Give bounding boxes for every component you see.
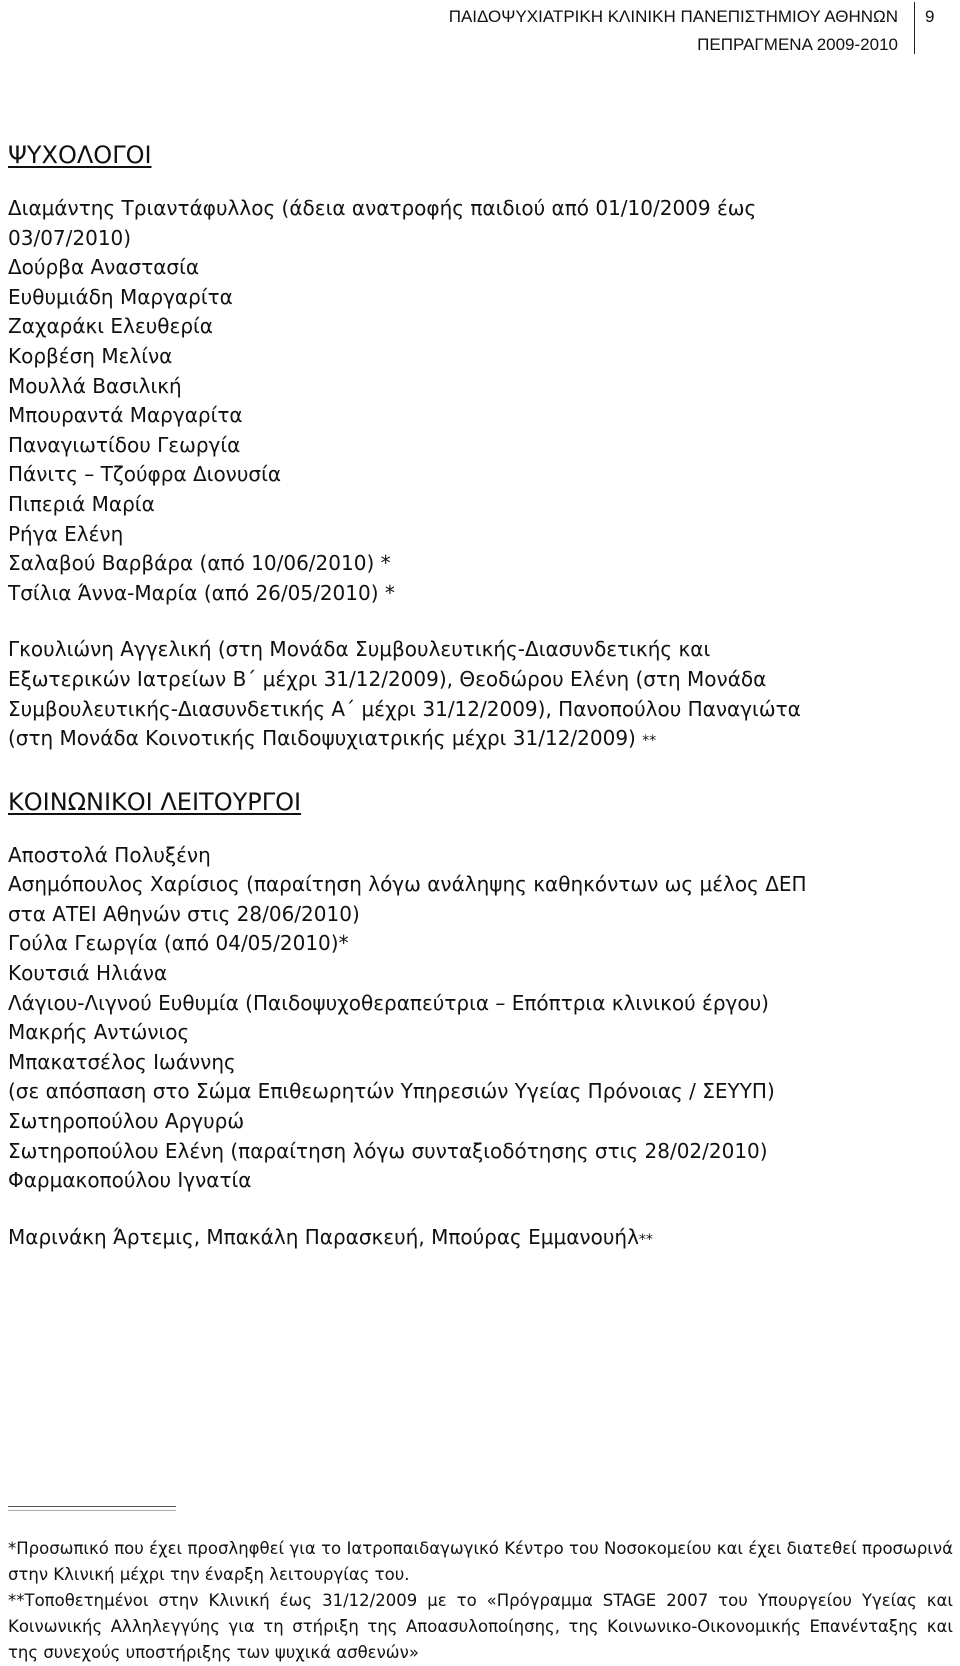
list-item: Κορβέση Μελίνα bbox=[8, 343, 173, 368]
psychologists-note bbox=[8, 635, 953, 756]
note-line-with-mark bbox=[8, 724, 953, 757]
list-item: Κουτσιά Ηλιάνα bbox=[8, 961, 168, 986]
social-workers-note bbox=[8, 1223, 953, 1256]
list-item: Ασημόπουλος Χαρίσιος (παραίτηση λόγω ανάληψης καθηκόντων ως μέλος ΔΕΠ bbox=[8, 872, 807, 897]
list-item: Ζαχαράκι Ελευθερία bbox=[8, 314, 213, 339]
header-title-line1: ΠΑΙΔΟΨΥΧΙΑΤΡΙΚΗ ΚΛΙΝΙΚΗ ΠΑΝΕΠΙΣΤΗΜΙΟΥ ΑΘΗΝΩΝ bbox=[448, 7, 898, 26]
footnote-separator bbox=[8, 1506, 176, 1507]
list-item: Σαλαβού Βαρβάρα (από 10/06/2010) * bbox=[8, 551, 391, 576]
list-item: Ρήγα Ελένη bbox=[8, 521, 124, 546]
list-item: Τσίλια Άννα-Μαρία (από 26/05/2010) * bbox=[8, 580, 395, 605]
list-item: Αποστολά Πολυξένη bbox=[8, 842, 211, 867]
note-line: Συμβουλευτικής-Διασυνδετικής Α΄ μέχρι 31/12/2009), Πανοπούλου Παναγιώτα bbox=[8, 696, 801, 721]
list-item: Μπουραντά Μαργαρίτα bbox=[8, 403, 243, 428]
footnote-marker: ** bbox=[638, 1231, 653, 1248]
list-item: Παναγιωτίδου Γεωργία bbox=[8, 432, 241, 457]
social-workers-list bbox=[8, 841, 953, 1196]
footnote-marker: ** bbox=[642, 733, 657, 750]
note-line: Εξωτερικών Ιατρείων Β΄ μέχρι 31/12/2009), Θεοδώρου Ελένη (στη Μονάδα bbox=[8, 666, 767, 691]
list-item: Φαρμακοπούλου Ιγνατία bbox=[8, 1168, 252, 1193]
psychologists-list bbox=[8, 194, 953, 608]
list-item: Πιπεριά Μαρία bbox=[8, 491, 155, 516]
footnotes bbox=[8, 1536, 953, 1666]
footnote-single-star: *Προσωπικό που έχει προσληφθεί για το Ιατροπαιδαγωγικό Κέντρο του Νοσοκομείου και έχει διατεθεί προσωρινά στην Κλινική μέχρι την έναρξη λειτουργίας του. bbox=[8, 1539, 953, 1584]
list-item: Σωτηροπούλου Ελένη (παραίτηση λόγω συνταξιοδότησης στις 28/02/2010) bbox=[8, 1138, 768, 1163]
list-item: στα ΑΤΕΙ Αθηνών στις 28/06/2010) bbox=[8, 901, 360, 926]
social-workers-heading: ΚΟΙΝΩΝΙΚΟΙ ΛΕΙΤΟΥΡΓΟΙ bbox=[8, 787, 302, 816]
page-body bbox=[8, 140, 953, 1255]
list-item: Λάγιου-Λιγνού Ευθυμία (Παιδοψυχοθεραπεύτρια – Επόπτρια κλινικού έργου) bbox=[8, 990, 769, 1015]
list-item: Μακρής Αντώνιος bbox=[8, 1020, 190, 1045]
list-item: Δούρβα Αναστασία bbox=[8, 255, 200, 280]
list-item: Πάνιτς – Τζούφρα Διονυσία bbox=[8, 462, 282, 487]
list-item: Διαμάντης Τριαντάφυλλος (άδεια ανατροφής παιδιού από 01/10/2009 έως bbox=[8, 196, 757, 220]
note-line: Γκουλιώνη Αγγελική (στη Μονάδα Συμβουλευτικής-Διασυνδετικής και bbox=[8, 637, 711, 662]
spacer bbox=[8, 757, 953, 787]
note-line-text: (στη Μονάδα Κοινοτικής Παιδοψυχιατρικής μέχρι 31/12/2009) bbox=[8, 726, 643, 751]
note-line-text: Μαρινάκη Άρτεμις, Μπακάλη Παρασκευή, Μπούρας Εμμανουήλ bbox=[8, 1224, 639, 1249]
page-number: 9 bbox=[925, 7, 935, 26]
list-item: Μπακατσέλος Ιωάννης bbox=[8, 1049, 236, 1074]
footnote-separator-shadow bbox=[8, 1510, 176, 1511]
list-item: Μουλλά Βασιλική bbox=[8, 373, 182, 398]
psychologists-heading: ΨΥΧΟΛΟΓΟΙ bbox=[8, 141, 152, 169]
list-item: (σε απόσπαση στο Σώμα Επιθεωρητών Υπηρεσιών Υγείας Πρόνοιας / ΣΕΥΥΠ) bbox=[8, 1079, 775, 1104]
list-item: Ευθυμιάδη Μαργαρίτα bbox=[8, 284, 233, 309]
footnote-double-star: **Τοποθετημένοι στην Κλινική έως 31/12/2009 με το «Πρόγραμμα STAGE 2007 του Υπουργείου Υγείας και Κοινωνικής Αλληλεγγύης για τη στήριξη της Αποασυλοποίησης, της Κοινωνικο-Οικονομικής Επανένταξης και της συνεχούς υποστήριξης των ψυχικά ασθενών» bbox=[8, 1591, 953, 1662]
list-item: Γούλα Γεωργία (από 04/05/2010)* bbox=[8, 931, 349, 956]
header-divider bbox=[914, 2, 915, 54]
spacer bbox=[8, 1196, 953, 1223]
page-header bbox=[0, 0, 960, 56]
header-title-line2: ΠΕΠΡΑΓΜΕΝΑ 2009-2010 bbox=[697, 35, 898, 54]
list-item: Σωτηροπούλου Αργυρώ bbox=[8, 1109, 245, 1134]
running-header bbox=[449, 3, 898, 59]
spacer bbox=[8, 608, 953, 635]
list-item: 03/07/2010) bbox=[8, 225, 132, 250]
